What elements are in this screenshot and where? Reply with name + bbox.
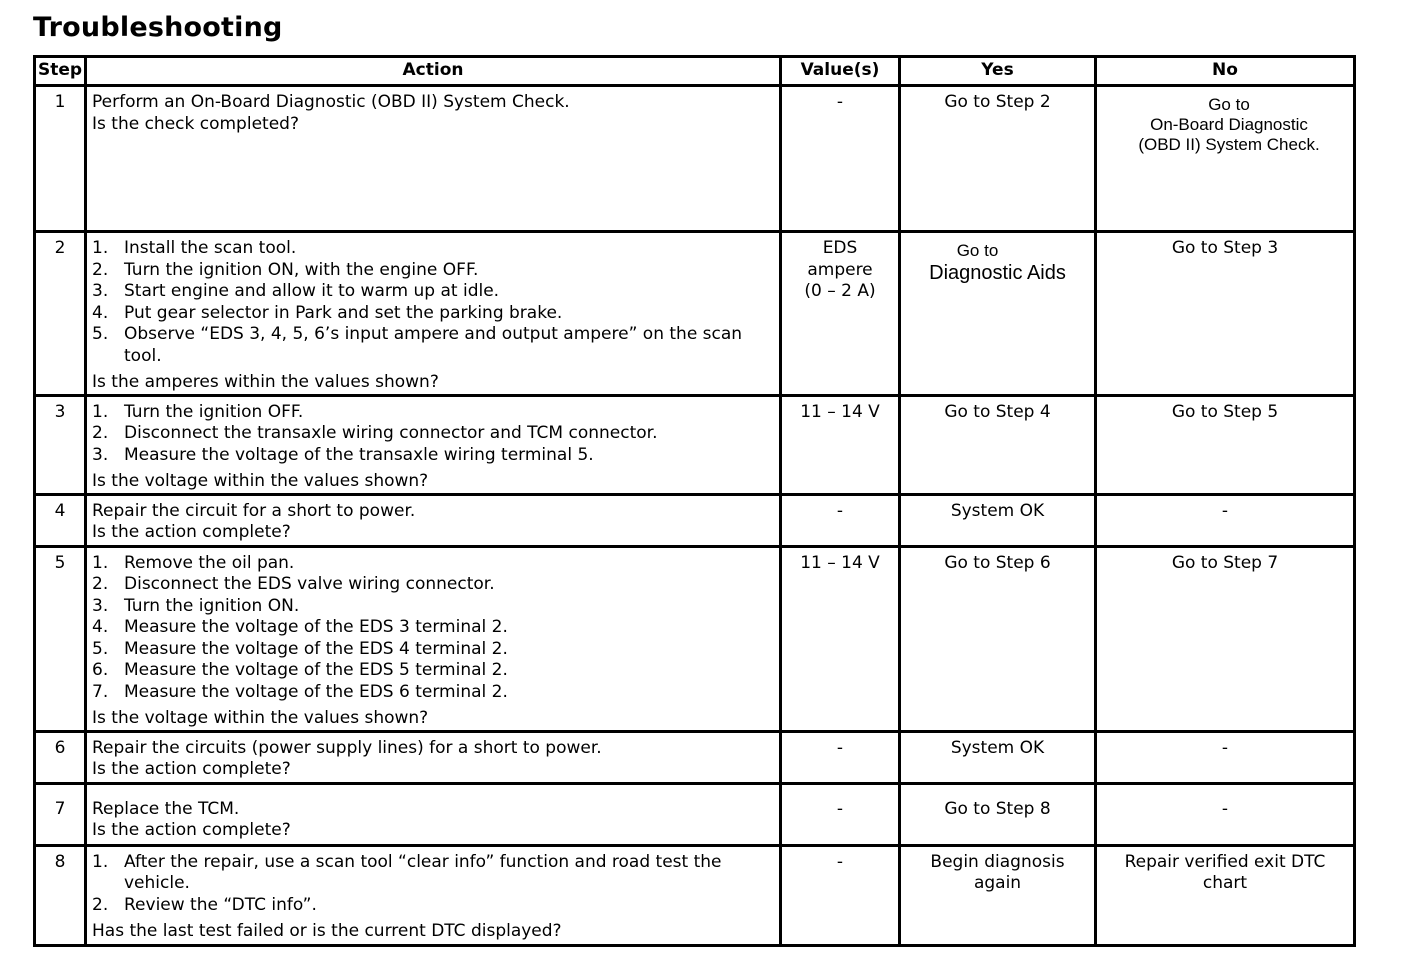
table-row [35, 783, 1355, 845]
action-list [92, 238, 773, 367]
action-text: Replace the TCM. [92, 798, 240, 819]
value-cell: - [781, 783, 900, 845]
yes-line: Go to [956, 241, 999, 260]
table-row [35, 86, 1355, 232]
action-question: Is the action complete? [92, 820, 291, 840]
list-item: 1. After the repair, use a scan tool “clear info” function and road test the vehicle. [92, 851, 722, 893]
step-number: 8 [35, 845, 86, 945]
no-line: chart [1202, 873, 1248, 893]
value-cell: 11 – 14 V [781, 395, 900, 494]
value-cell: 11 – 14 V [781, 546, 900, 731]
yes-cell: System OK [900, 494, 1096, 546]
table-row [35, 546, 1355, 731]
no-cell [1096, 86, 1355, 232]
value-cell: - [781, 845, 900, 945]
list-item: 4. Put gear selector in Park and set the parking brake. [92, 302, 563, 323]
value-line: (0 – 2 A) [804, 281, 876, 301]
action-question: Is the amperes within the values shown? [92, 372, 439, 392]
action-cell [86, 86, 781, 232]
list-item: 3. Measure the voltage of the transaxle wiring terminal 5. [92, 444, 594, 465]
step-number: 3 [35, 395, 86, 494]
step-number: 5 [35, 546, 86, 731]
list-item: 1. Remove the oil pan. [92, 552, 295, 573]
yes-line: Begin diagnosis [930, 851, 1065, 872]
value-line: ampere [807, 259, 873, 280]
list-item: 7. Measure the voltage of the EDS 6 terminal 2. [92, 681, 508, 702]
list-item: 2. Turn the ignition ON, with the engine OFF. [92, 259, 479, 280]
value-cell [781, 232, 900, 396]
no-cell [1096, 845, 1355, 945]
header-yes: Yes [900, 57, 1096, 86]
list-item: 1. Install the scan tool. [92, 238, 297, 258]
no-cell: Go to Step 3 [1096, 232, 1355, 396]
list-item: 1. Turn the ignition OFF. [92, 401, 304, 422]
action-question: Is the check completed? [92, 113, 299, 134]
no-line: Repair verified exit DTC [1124, 851, 1326, 872]
step-number: 6 [35, 731, 86, 783]
list-item: 4. Measure the voltage of the EDS 3 terminal 2. [92, 617, 508, 637]
action-question: Has the last test failed or is the current DTC displayed? [92, 921, 562, 941]
yes-line: Diagnostic Aids [929, 262, 1066, 284]
header-action: Action [86, 57, 781, 86]
action-cell [86, 845, 781, 945]
action-question: Is the action complete? [92, 759, 291, 779]
action-cell [86, 395, 781, 494]
table-row [35, 731, 1355, 783]
no-line: Go to [1208, 95, 1250, 114]
action-cell [86, 783, 781, 845]
page-title: Troubleshooting [33, 12, 283, 43]
no-cell: Go to Step 7 [1096, 546, 1355, 731]
table-row [35, 395, 1355, 494]
troubleshooting-table [33, 55, 1356, 947]
no-line: On-Board Diagnostic [1150, 115, 1308, 134]
value-cell: - [781, 86, 900, 232]
list-item: 3. Turn the ignition ON. [92, 595, 300, 616]
list-item: 2. Review the “DTC info”. [92, 894, 317, 915]
action-list [92, 553, 773, 704]
yes-cell [900, 232, 1096, 396]
action-question: Is the voltage within the values shown? [92, 471, 429, 491]
table-row [35, 494, 1355, 546]
step-number: 2 [35, 232, 86, 396]
action-cell [86, 494, 781, 546]
no-line: (OBD II) System Check. [1138, 135, 1320, 154]
action-cell [86, 232, 781, 396]
no-cell: - [1096, 494, 1355, 546]
action-question: Is the voltage within the values shown? [92, 708, 429, 728]
no-cell: - [1096, 731, 1355, 783]
action-list [92, 852, 773, 917]
action-list [92, 402, 773, 467]
list-item: 6. Measure the voltage of the EDS 5 terminal 2. [92, 660, 508, 680]
list-item: 5. Measure the voltage of the EDS 4 terminal 2. [92, 638, 508, 659]
step-number: 7 [35, 783, 86, 845]
yes-cell: Go to Step 2 [900, 86, 1096, 232]
header-no: No [1096, 57, 1355, 86]
action-text: Perform an On-Board Diagnostic (OBD II) System Check. [92, 92, 570, 112]
action-cell [86, 546, 781, 731]
table-header-row [35, 57, 1355, 86]
step-number: 4 [35, 494, 86, 546]
action-text: Repair the circuits (power supply lines) for a short to power. [92, 737, 602, 758]
value-cell: - [781, 731, 900, 783]
value-cell: - [781, 494, 900, 546]
table-row [35, 845, 1355, 945]
list-item: 5. Observe “EDS 3, 4, 5, 6’s input ampere and output ampere” on the scan tool. [92, 324, 743, 366]
header-values: Value(s) [781, 57, 900, 86]
yes-cell: Go to Step 8 [900, 783, 1096, 845]
value-line: EDS [822, 238, 858, 258]
header-step: Step [35, 57, 86, 86]
no-cell: Go to Step 5 [1096, 395, 1355, 494]
list-item: 3. Start engine and allow it to warm up at idle. [92, 281, 500, 301]
action-question: Is the action complete? [92, 522, 291, 542]
yes-cell [900, 845, 1096, 945]
no-cell: - [1096, 783, 1355, 845]
table-row [35, 232, 1355, 396]
step-number: 1 [35, 86, 86, 232]
list-item: 2. Disconnect the EDS valve wiring connector. [92, 574, 495, 594]
list-item: 2. Disconnect the transaxle wiring connector and TCM connector. [92, 423, 658, 443]
yes-line: again [973, 873, 1022, 893]
yes-cell: Go to Step 4 [900, 395, 1096, 494]
yes-cell: System OK [900, 731, 1096, 783]
yes-cell: Go to Step 6 [900, 546, 1096, 731]
action-text: Repair the circuit for a short to power. [92, 500, 416, 521]
action-cell [86, 731, 781, 783]
